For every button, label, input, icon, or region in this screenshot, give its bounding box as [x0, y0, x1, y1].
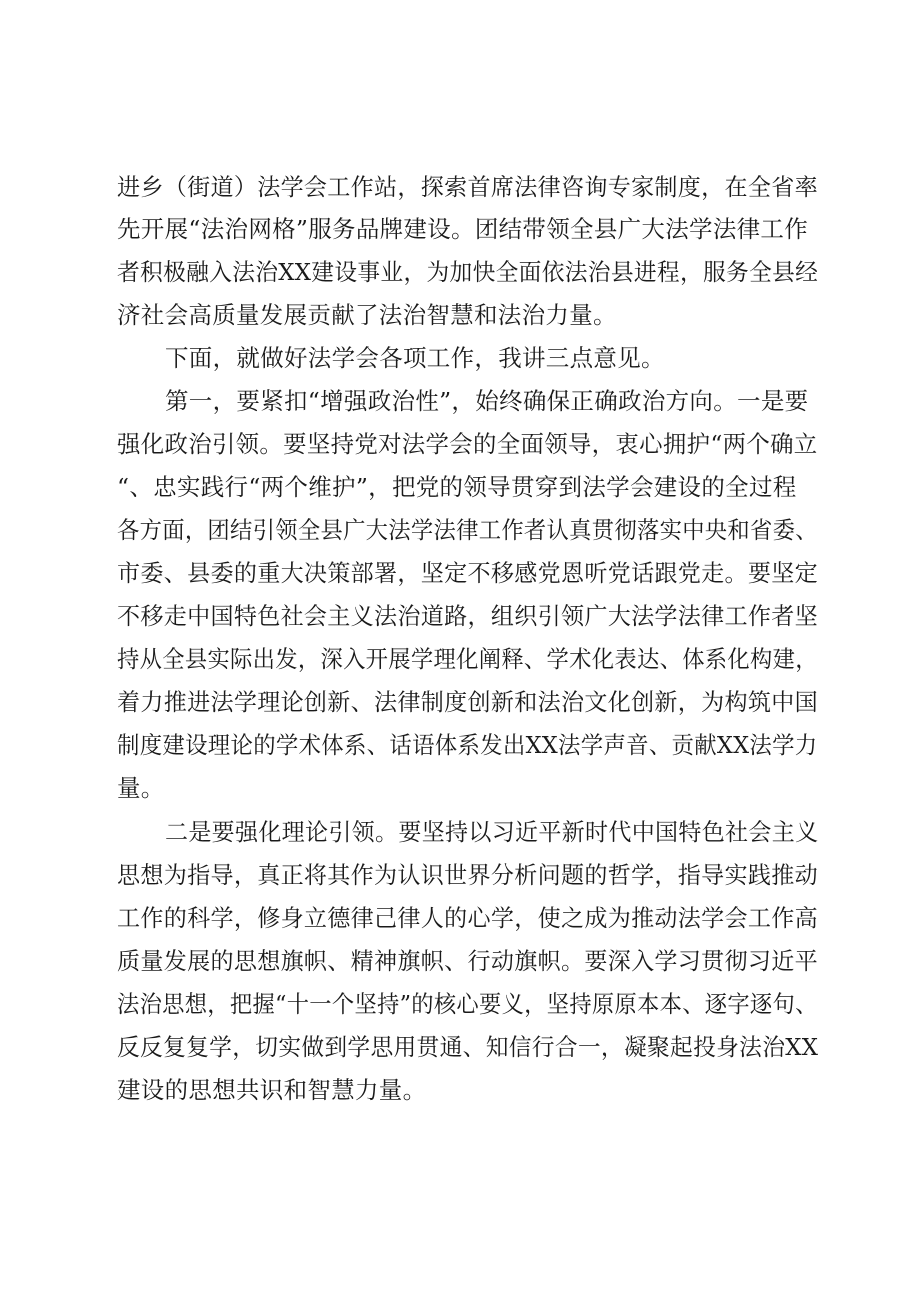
text-line: “、忠实践行“两个维护”，把党的领导贯穿到法学会建设的全过程 [117, 473, 797, 501]
text-line: 济社会高质量发展贡献了法治智慧和法治力量。 [117, 301, 617, 329]
text-line: 建设的思想共识和智慧力量。 [117, 1076, 427, 1104]
text-line: 市委、县委的重大决策部署，坚定不移感党恩听党话跟党走。要坚定 [117, 559, 819, 587]
text-line: 制度建设理论的学术体系、话语体系发出XX法学声音、贡献XX法学力 [117, 731, 818, 759]
text-line: 反反复复学，切实做到学思用贯通、知信行合一，凝聚起投身法治XX [117, 1033, 819, 1061]
text-line: 量。 [117, 774, 165, 802]
text-line: 进乡（街道）法学会工作站，探索首席法律咨询专家制度，在全省率 [117, 173, 819, 201]
text-line: 质量发展的思想旗帜、精神旗帜、行动旗帜。要深入学习贯彻习近平 [117, 947, 819, 975]
text-line: 法治思想，把握“十一个坚持”的核心要义，坚持原原本本、逐字逐句、 [117, 990, 818, 1018]
text-line: 着力推进法学理论创新、法律制度创新和法治文化创新，为构筑中国 [117, 688, 819, 716]
text-line: 工作的科学，修身立德律己律人的心学，使之成为推动法学会工作高 [117, 904, 819, 932]
paragraph-first-line: 二是要强化理论引领。要坚持以习近平新时代中国特色社会主义 [165, 818, 819, 846]
paragraph-first-line: 第一，要紧扣“增强政治性”，始终确保正确政治方向。一是要 [165, 387, 809, 415]
paragraph-first-line: 下面，就做好法学会各项工作，我讲三点意见。 [165, 344, 665, 372]
text-line: 先开展“法治网格”服务品牌建设。团结带领全县广大法学法律工作 [117, 215, 809, 243]
text-line: 不移走中国特色社会主义法治道路，组织引领广大法学法律工作者坚 [117, 602, 819, 630]
text-line: 者积极融入法治XX建设事业，为加快全面依法治县进程，服务全县经 [117, 258, 819, 286]
text-line: 强化政治引领。要坚持党对法学会的全面领导，衷心拥护“两个确立 [117, 430, 818, 458]
text-line: 持从全县实际出发，深入开展学理化阐释、学术化表达、体系化构建， [117, 645, 818, 673]
text-line: 各方面，团结引领全县广大法学法律工作者认真贯彻落实中央和省委、 [117, 516, 818, 544]
text-line: 思想为指导，真正将其作为认识世界分析问题的哲学，指导实践推动 [117, 861, 819, 889]
